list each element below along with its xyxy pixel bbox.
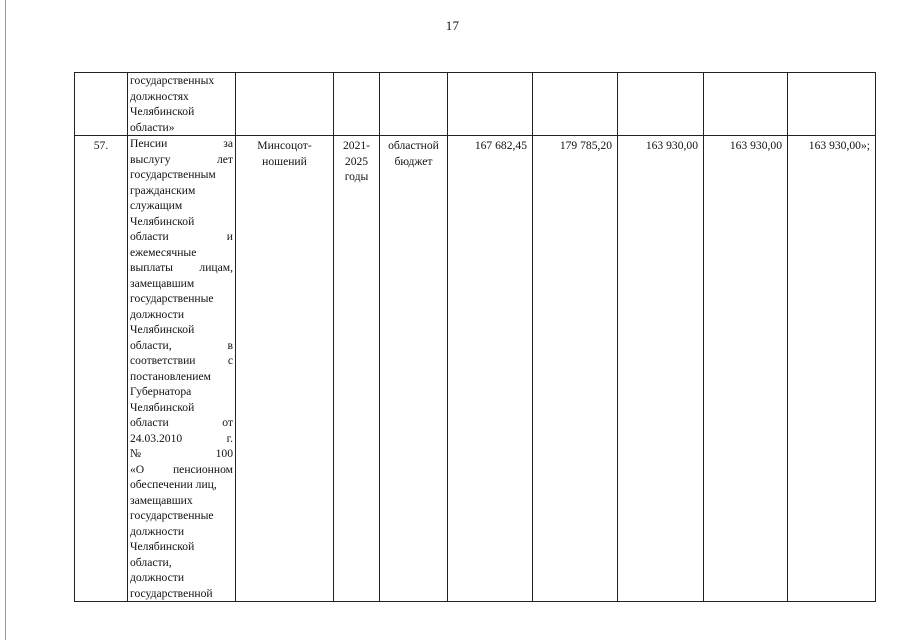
cell-amount-2022: 179 785,20 [533,136,618,602]
name-line: должности [130,571,185,584]
name-line: области от [130,416,233,429]
cell-amount-2024: 163 930,00 [704,136,788,602]
name-line: должности [130,307,185,321]
name-line: обеспечении лиц, [130,478,217,491]
name-line: выслугу лет [130,152,233,166]
cell-amount [448,73,533,136]
executor-line: ношений [262,154,307,168]
name-line: области и [130,230,233,243]
cell-number [75,73,128,136]
name-line: замещавших [130,493,193,507]
cell-name [128,73,236,136]
cell-executor [236,136,334,602]
cell-amount [788,73,876,136]
cell-amount-2021: 167 682,45 [448,136,533,602]
cell-source [380,73,448,136]
name-line: государственным [130,168,216,181]
name-line: 24.03.2010 г. [130,431,233,445]
cell-source [380,136,448,602]
cell-number: 57. [75,136,128,602]
name-line: государственные [130,509,214,522]
cell-amount-2023: 163 930,00 [618,136,704,602]
name-line: государственной [130,586,213,600]
name-line: постановлением [130,369,211,383]
cell-amount-2025: 163 930,00»; [788,136,876,602]
name-line: гражданским [130,183,196,197]
source-line: областной [388,139,439,152]
cell-amount [704,73,788,136]
name-line: замещавшим [130,276,195,290]
name-line: Губернатора [130,385,192,398]
name-line: Челябинской [130,400,195,414]
name-line: области» [130,120,175,134]
cell-executor [236,73,334,136]
cell-period [334,73,380,136]
program-table [74,72,876,602]
name-line: «О пенсионном [130,462,233,476]
name-line: Пенсии за [130,137,233,150]
name-line: Челябинской [130,323,195,336]
name-line: должностях [130,89,189,103]
cell-name [128,136,236,602]
name-line: области, в [130,338,233,352]
name-line: Челябинской [130,214,195,228]
period-line: 2021- [342,139,371,152]
name-line: государственные [130,292,214,305]
name-line: Челябинской [130,105,195,118]
left-margin-line [5,0,6,640]
name-line: должности [130,524,185,538]
period-line: 2025 [344,154,369,168]
page-number: 17 [445,18,460,33]
cell-amount [618,73,704,136]
name-line: соответствии с [130,354,233,367]
source-line: бюджет [394,154,433,168]
name-line: Челябинской [130,540,195,553]
name-line: № 100 [130,447,233,460]
name-line: государственных [130,74,215,87]
name-line: служащим [130,199,183,212]
cell-period [334,136,380,602]
cell-amount [533,73,618,136]
name-line: области, [130,555,172,569]
name-line: выплаты лицам, [130,261,233,274]
period-line: годы [344,170,369,183]
executor-line: Минсоцот- [257,139,312,152]
name-line: ежемесячные [130,245,197,259]
table-row-57 [75,136,876,602]
table-row-continuation [75,73,876,136]
